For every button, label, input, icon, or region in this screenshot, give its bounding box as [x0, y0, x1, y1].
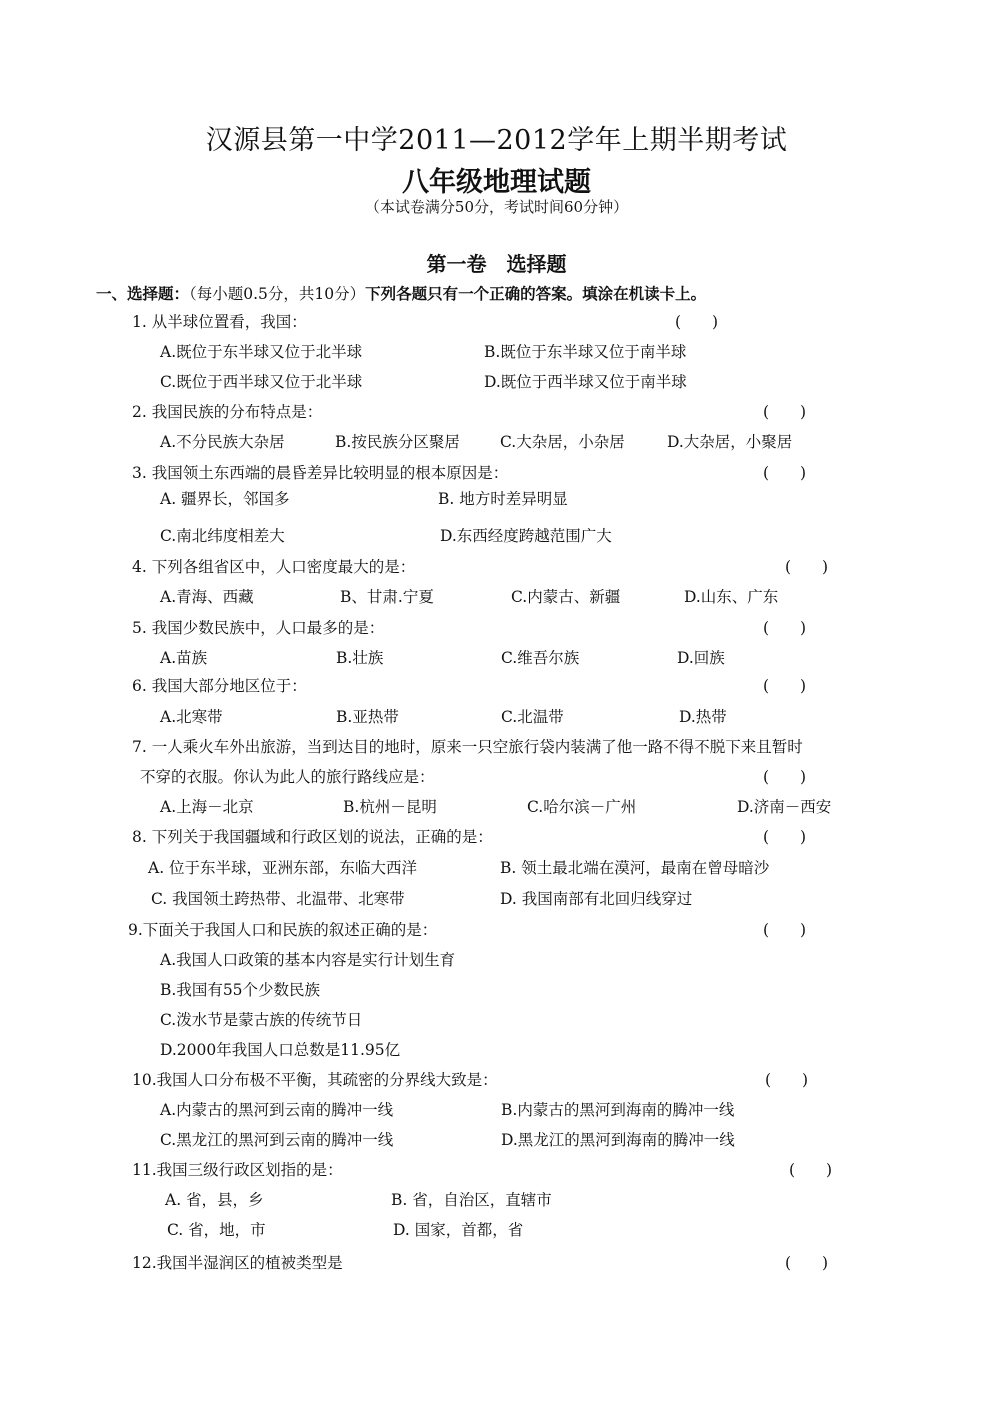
- question-1-option-b: B.既位于东半球又位于南半球: [484, 343, 687, 361]
- question-5-stem: 5. 我国少数民族中，人口最多的是：: [132, 619, 385, 637]
- exam-subtitle: （本试卷满分50分，考试时间60分钟）: [364, 198, 629, 216]
- question-8-answer: ( ): [763, 828, 807, 846]
- question-10-option-a: A.内蒙古的黑河到云南的腾冲一线: [160, 1101, 394, 1119]
- question-3-option-b: B. 地方时差异明显: [438, 490, 568, 508]
- question-5-option-b: B.壮族: [336, 649, 384, 667]
- question-5-option-d: D.回族: [677, 649, 725, 667]
- question-8-option-a: A. 位于东半球，亚洲东部，东临大西洋: [148, 859, 418, 877]
- question-7-option-a: A.上海－北京: [160, 798, 254, 816]
- question-6-option-c: C.北温带: [501, 708, 564, 726]
- question-11-answer: ( ): [789, 1161, 833, 1179]
- question-10-stem: 10.我国人口分布极不平衡，其疏密的分界线大致是：: [132, 1071, 498, 1089]
- section-label: 一、选择题：: [96, 284, 190, 303]
- question-3-stem: 3. 我国领土东西端的晨昏差异比较明显的根本原因是：: [132, 464, 509, 482]
- section-note: （每小题0.5分，共10分）: [189, 285, 366, 303]
- question-3-option-c: C.南北纬度相差大: [160, 527, 285, 545]
- question-7-option-b: B.杭州－昆明: [343, 798, 437, 816]
- question-4-option-b: B、甘肃.宁夏: [340, 588, 434, 606]
- question-6-stem: 6. 我国大部分地区位于：: [132, 677, 307, 695]
- question-6-option-a: A.北寒带: [160, 708, 223, 726]
- question-3-option-a: A. 疆界长，邻国多: [160, 490, 290, 508]
- question-7-stem-cont: 不穿的衣服。你认为此人的旅行路线应是：: [140, 768, 435, 786]
- question-12-answer: ( ): [785, 1254, 829, 1272]
- exam-title: 汉源县第一中学2011—2012学年上期半期考试: [205, 125, 788, 156]
- question-11-stem: 11.我国三级行政区划指的是：: [132, 1161, 343, 1179]
- question-2-option-a: A.不分民族大杂居: [160, 433, 285, 451]
- question-10-option-b: B.内蒙古的黑河到海南的腾冲一线: [501, 1101, 735, 1119]
- question-2-option-c: C.大杂居，小杂居: [500, 433, 625, 451]
- question-10-option-d: D.黑龙江的黑河到海南的腾冲一线: [501, 1131, 735, 1149]
- question-8-stem: 8. 下列关于我国疆域和行政区划的说法，正确的是：: [132, 828, 493, 846]
- question-8-option-c: C. 我国领土跨热带、北温带、北寒带: [151, 890, 405, 908]
- question-4-option-a: A.青海、西藏: [160, 588, 254, 606]
- question-2-option-d: D.大杂居，小聚居: [667, 433, 793, 451]
- question-1-option-c: C.既位于西半球又位于北半球: [160, 373, 363, 391]
- question-11-option-d: D. 国家，首都，省: [393, 1221, 524, 1239]
- question-3-option-d: D.东西经度跨越范围广大: [440, 527, 612, 545]
- question-2-stem: 2. 我国民族的分布特点是：: [132, 403, 323, 421]
- question-2-answer: ( ): [763, 403, 807, 421]
- question-1-stem: 1. 从半球位置看，我国：: [132, 313, 307, 331]
- question-9-answer: ( ): [763, 921, 807, 939]
- question-1-answer: ( ): [675, 313, 719, 331]
- question-9-stem: 9.下面关于我国人口和民族的叙述正确的是：: [128, 921, 438, 939]
- question-3-answer: ( ): [763, 464, 807, 482]
- question-1-option-a: A.既位于东半球又位于北半球: [160, 343, 363, 361]
- question-11-option-c: C. 省，地，市: [167, 1221, 266, 1239]
- question-5-option-c: C.维吾尔族: [501, 649, 580, 667]
- question-7-answer: ( ): [763, 768, 807, 786]
- question-11-option-a: A. 省，县，乡: [165, 1191, 264, 1209]
- question-5-option-a: A.苗族: [160, 649, 208, 667]
- question-10-option-c: C.黑龙江的黑河到云南的腾冲一线: [160, 1131, 394, 1149]
- question-1-option-d: D.既位于西半球又位于南半球: [484, 373, 687, 391]
- question-10-answer: ( ): [765, 1071, 809, 1089]
- question-9-option-b: B.我国有55个少数民族: [160, 981, 321, 999]
- section-heading: [96, 282, 706, 304]
- question-9-option-a: A.我国人口政策的基本内容是实行计划生育: [160, 951, 456, 969]
- question-9-option-c: C.泼水节是蒙古族的传统节日: [160, 1011, 363, 1029]
- question-7-stem: 7. 一人乘火车外出旅游，当到达目的地时，原来一只空旅行袋内装满了他一路不得不脱下来且暂时: [132, 738, 803, 756]
- question-2-option-b: B.按民族分区聚居: [335, 433, 460, 451]
- volume-title: 第一卷 选择题: [426, 252, 567, 276]
- question-8-option-d: D. 我国南部有北回归线穿过: [500, 890, 693, 908]
- question-4-answer: ( ): [785, 558, 829, 576]
- question-7-option-d: D.济南－西安: [737, 798, 832, 816]
- question-6-option-d: D.热带: [679, 708, 727, 726]
- subject-title: 八年级地理试题: [402, 167, 591, 198]
- question-4-stem: 4. 下列各组省区中，人口密度最大的是：: [132, 558, 416, 576]
- question-4-option-d: D.山东、广东: [684, 588, 779, 606]
- question-4-option-c: C.内蒙古、新疆: [511, 588, 621, 606]
- section-instruction: 下列各题只有一个正确的答案。填涂在机读卡上。: [365, 284, 707, 303]
- question-6-answer: ( ): [763, 677, 807, 695]
- question-12-stem: 12.我国半湿润区的植被类型是: [132, 1254, 343, 1272]
- question-11-option-b: B. 省，自治区，直辖市: [391, 1191, 552, 1209]
- question-6-option-b: B.亚热带: [336, 708, 399, 726]
- question-8-option-b: B. 领土最北端在漠河，最南在曾母暗沙: [500, 859, 770, 877]
- question-9-option-d: D.2000年我国人口总数是11.95亿: [160, 1041, 401, 1059]
- question-7-option-c: C.哈尔滨－广州: [527, 798, 637, 816]
- question-5-answer: ( ): [763, 619, 807, 637]
